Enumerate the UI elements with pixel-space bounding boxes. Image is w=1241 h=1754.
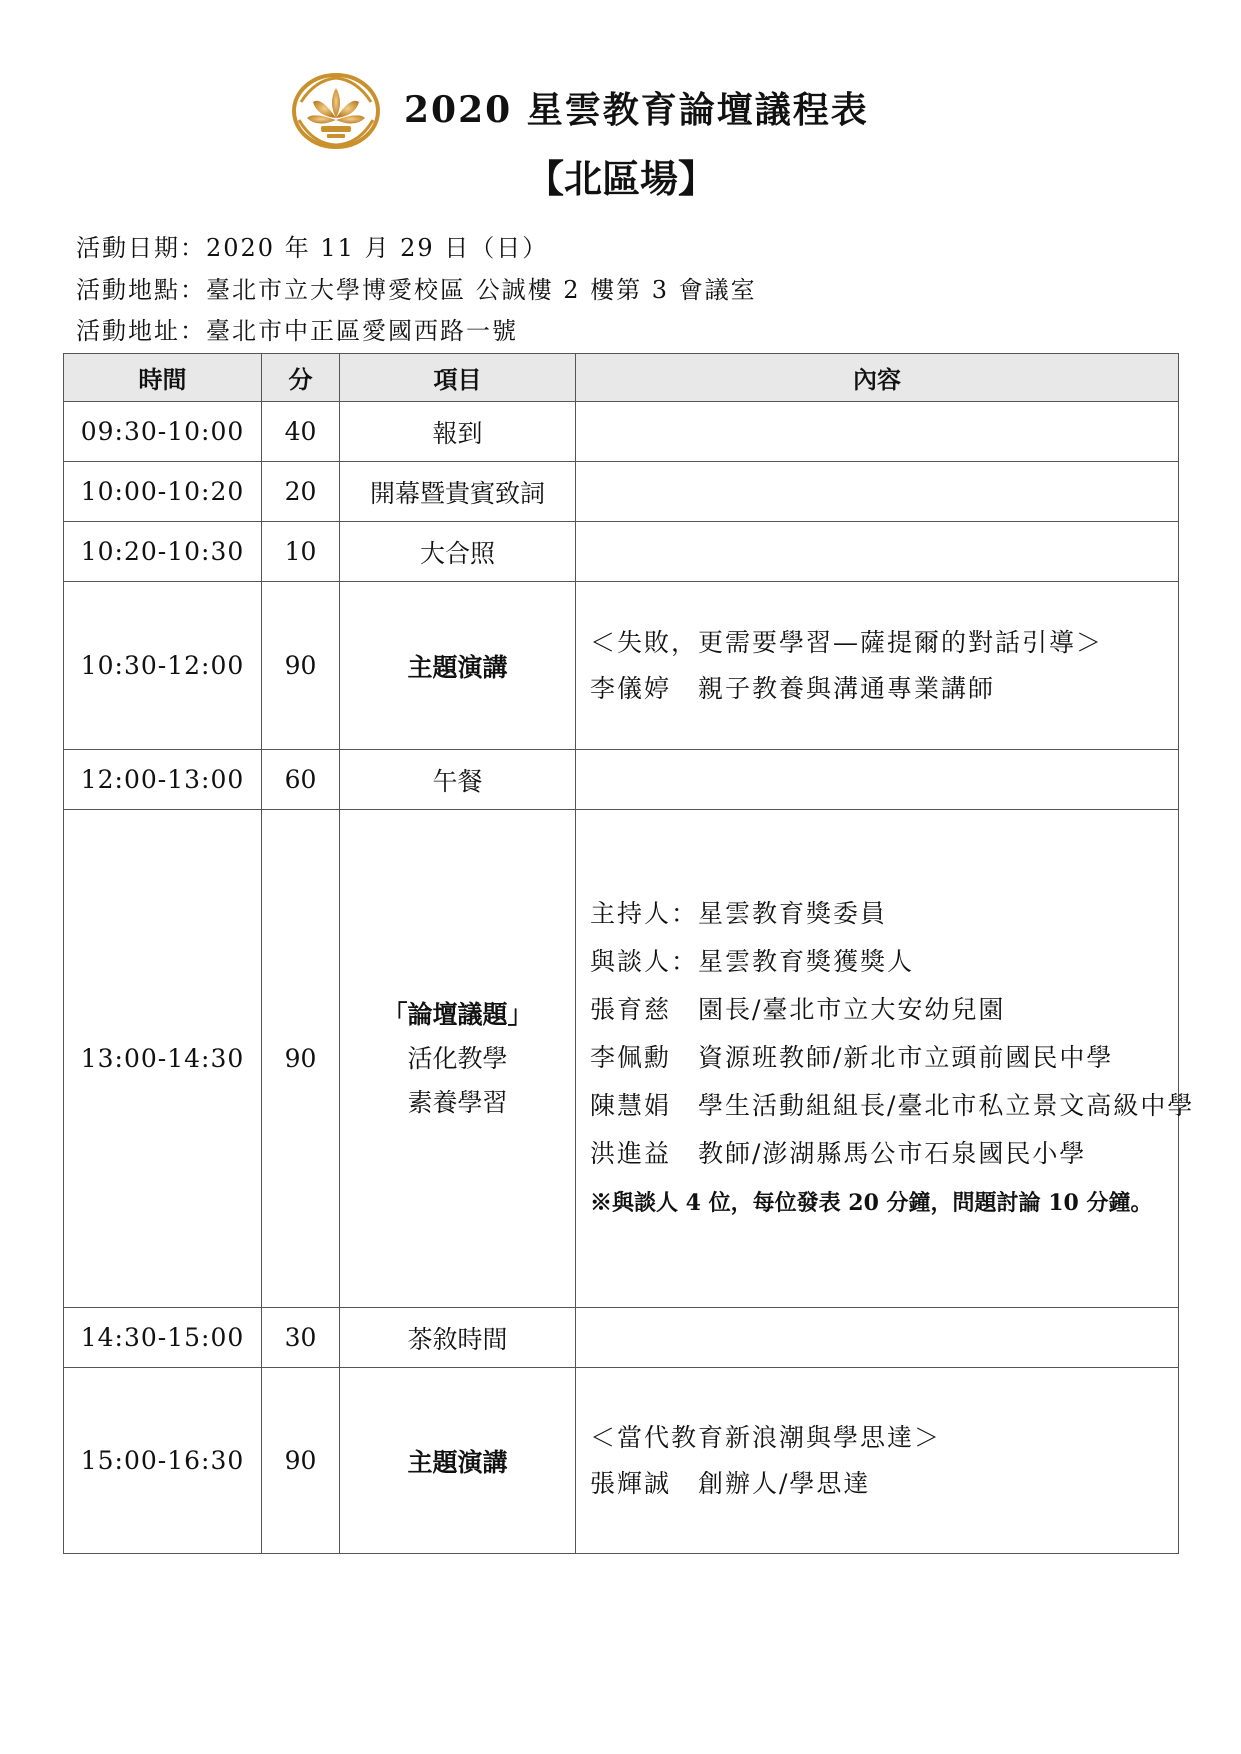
row-time: 14:30-15:00 <box>64 1308 262 1368</box>
table-row <box>64 402 1179 462</box>
table-header-row <box>64 354 1179 402</box>
row-content <box>576 750 1179 810</box>
row-content <box>576 582 1179 750</box>
row-item: 報到 <box>340 402 576 462</box>
forum-note: ※與談人 4 位，每位發表 20 分鐘，問題討論 10 分鐘。 <box>590 1189 1153 1216</box>
panelist: 張育慈 園長/臺北市立大安幼兒園 <box>590 994 1006 1024</box>
row-content <box>576 1368 1179 1554</box>
table-row <box>64 1308 1179 1368</box>
row-time: 10:20-10:30 <box>64 522 262 582</box>
event-venue: 活動地點：臺北市立大學博愛校區 公誠樓 2 樓第 3 會議室 <box>76 276 757 304</box>
page-subtitle: 【北區場】 <box>526 156 717 201</box>
row-time: 10:00-10:20 <box>64 462 262 522</box>
keynote-topic: ＜當代教育新浪潮與學思達＞ <box>590 1422 942 1452</box>
row-minutes: 20 <box>262 462 340 522</box>
row-time: 15:00-16:30 <box>64 1368 262 1554</box>
row-item: 大合照 <box>340 522 576 582</box>
row-minutes: 90 <box>262 810 340 1308</box>
panelist: 李佩勳 資源班教師/新北市立頭前國民中學 <box>590 1042 1114 1072</box>
table-row <box>64 462 1179 522</box>
lotus-logo-icon <box>291 72 381 150</box>
forum-panelists: 與談人：星雲教育獎獲獎人 <box>590 946 915 976</box>
forum-topic-label: 「論壇議題」 <box>382 999 533 1029</box>
row-item: 主題演講 <box>340 1368 576 1554</box>
row-content <box>576 462 1179 522</box>
row-item <box>340 810 576 1308</box>
row-content <box>576 522 1179 582</box>
column-header-minutes: 分 <box>262 354 340 402</box>
row-minutes: 90 <box>262 582 340 750</box>
table-row <box>64 750 1179 810</box>
forum-topic-line: 活化教學 <box>407 1043 508 1073</box>
forum-host: 主持人：星雲教育獎委員 <box>590 898 888 928</box>
column-header-time: 時間 <box>64 354 262 402</box>
table-row <box>64 522 1179 582</box>
keynote-speaker: 李儀婷 親子教養與溝通專業講師 <box>590 673 996 703</box>
row-content <box>576 1308 1179 1368</box>
row-minutes: 40 <box>262 402 340 462</box>
column-header-item: 項目 <box>340 354 576 402</box>
row-minutes: 90 <box>262 1368 340 1554</box>
keynote-topic: ＜失敗，更需要學習—薩提爾的對話引導＞ <box>590 627 1104 657</box>
table-row <box>64 810 1179 1308</box>
event-address: 活動地址：臺北市中正區愛國西路一號 <box>76 317 518 345</box>
event-date: 活動日期：2020 年 11 月 29 日（日） <box>76 234 549 262</box>
keynote-speaker: 張輝誠 創辦人/學思達 <box>590 1468 871 1498</box>
row-minutes: 10 <box>262 522 340 582</box>
table-row <box>64 582 1179 750</box>
row-time: 12:00-13:00 <box>64 750 262 810</box>
row-minutes: 60 <box>262 750 340 810</box>
row-item: 茶敘時間 <box>340 1308 576 1368</box>
row-minutes: 30 <box>262 1308 340 1368</box>
row-content <box>576 402 1179 462</box>
row-time: 13:00-14:30 <box>64 810 262 1308</box>
row-time: 09:30-10:00 <box>64 402 262 462</box>
row-content <box>576 810 1195 1308</box>
table-row <box>64 1368 1179 1554</box>
column-header-content: 內容 <box>576 354 1179 402</box>
row-item: 開幕暨貴賓致詞 <box>340 462 576 522</box>
row-item: 午餐 <box>340 750 576 810</box>
row-time: 10:30-12:00 <box>64 582 262 750</box>
row-item: 主題演講 <box>340 582 576 750</box>
panelist: 陳慧娟 學生活動組組長/臺北市私立景文高級中學 <box>590 1090 1195 1120</box>
panelist: 洪進益 教師/澎湖縣馬公市石泉國民小學 <box>590 1138 1087 1168</box>
page-title: 2020 星雲教育論壇議程表 <box>404 89 869 131</box>
agenda-table <box>63 353 1195 1554</box>
forum-topic-line: 素養學習 <box>407 1087 508 1117</box>
